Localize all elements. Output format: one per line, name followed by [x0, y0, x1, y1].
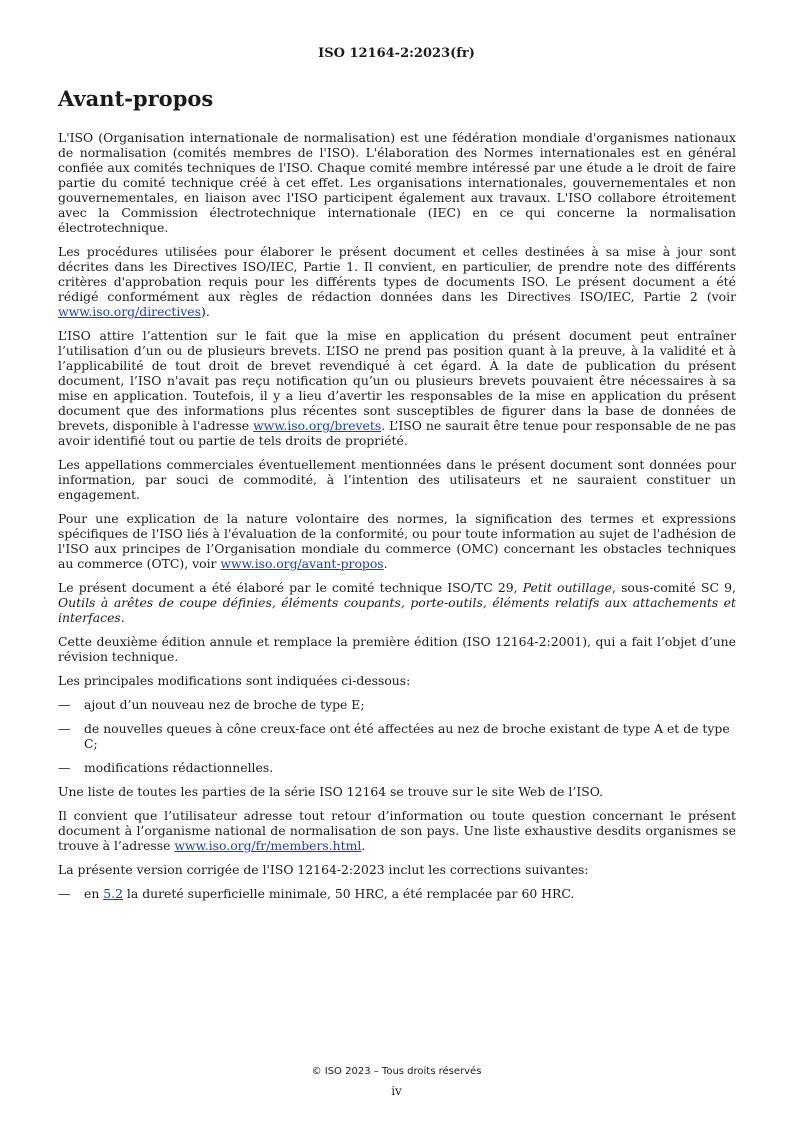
paragraph-feedback-end: . [361, 838, 366, 853]
list-dash: — [58, 886, 71, 901]
paragraph-feedback-text: Il convient que l’utilisateur adresse tout retour d’information ou toute question concernant le présent document à l’organisme national de normalisation de son pays. Une liste exhaustive desdits organismes se trouve à l’adresse [58, 808, 736, 853]
list-dash: — [58, 721, 71, 736]
paragraph-feedback [58, 808, 736, 853]
paragraph-committee-end: . [120, 610, 125, 625]
paragraph-trade-names: Les appellations commerciales éventuellement mentionnées dans le présent document sont données pour information, par souci de commodité, à l’intention des utilisateurs et ne sauraient constituer un engagement. [58, 457, 736, 502]
paragraph-procedures-end: ). [201, 304, 210, 319]
list-item-text: ajout d’un nouveau nez de broche de type E; [84, 697, 365, 712]
paragraph-iso-intro: L'ISO (Organisation internationale de normalisation) est une fédération mondiale d'organismes nationaux de normalisation (comités membres de l'ISO). L'élaboration des Normes internationales est en général confiée aux comités techniques de l'ISO. Chaque comité membre intéressé par une étude a le droit de faire partie du comité technique créé à cet effet. Les organisations internationales, gouvernementales et non gouvernementales, en liaison avec l'ISO participent également aux travaux. L'ISO collabore étroitement avec la Commission électrotechnique internationale (IEC) en ce qui concerne la normalisation électrotechnique. [58, 130, 736, 235]
members-link[interactable]: www.iso.org/fr/members.html [174, 838, 362, 853]
list-item [58, 721, 736, 751]
correction-text-end: la dureté superficielle minimale, 50 HRC, a été remplacée par 60 HRC. [122, 886, 575, 901]
paragraph-series: Une liste de toutes les parties de la série ISO 12164 se trouve sur le site Web de l’ISO. [58, 784, 604, 799]
paragraph-voluntary-nature [58, 511, 736, 571]
paragraph-committee [58, 580, 736, 625]
list-item [58, 886, 736, 901]
list-dash: — [58, 697, 71, 712]
committee-sc-name: Outils à arêtes de coupe définies, éléments coupants, porte-outils, éléments relatifs aux attachements et interfaces [58, 595, 736, 625]
list-dash: — [58, 760, 71, 775]
list-item [58, 760, 736, 775]
paragraph-committee-mid: , sous-comité SC 9, [611, 580, 736, 595]
page-number: iv [391, 1084, 402, 1098]
list-item-text: modifications rédactionnelles. [84, 760, 274, 775]
paragraph-patents-end: . L’ISO ne saurait être tenue pour responsable de ne pas avoir identifié tout ou partie de tels droits de propriété. [58, 418, 736, 448]
paragraph-committee-text: Le présent document a été élaboré par le comité technique ISO/TC 29, [58, 580, 523, 595]
list-item-text: de nouvelles queues à cône creux-face ont été affectées au nez de broche existant de type A et de type C; [84, 721, 730, 751]
committee-tc-name: Petit outillage [522, 580, 612, 595]
paragraph-procedures [58, 244, 736, 319]
paragraph-procedures-text: Les procédures utilisées pour élaborer le présent document et celles destinées à sa mise à jour sont décrites dans les Directives ISO/IEC, Partie 1. Il convient, en particulier, de prendre note des différents critères d'approbation requis pour les différents types de documents ISO. Le présent document a été rédigé conformément aux règles de rédaction données dans les Directives ISO/IEC, Partie 2 (voir [58, 244, 736, 304]
paragraph-edition: Cette deuxième édition annule et remplace la première édition (ISO 12164-2:2001), qui a fait l’objet d’une révision technique. [58, 634, 736, 664]
foreword-body [58, 130, 736, 910]
copyright-footer: © ISO 2023 – Tous droits réservés [311, 1066, 482, 1077]
paragraph-corrected-version: La présente version corrigée de l'ISO 12164-2:2023 inclut les corrections suivantes: [58, 862, 589, 877]
paragraph-patents-text: L’ISO attire l’attention sur le fait que la mise en application du présent document peut entraîner l’utilisation d’un ou de plusieurs brevets. L’ISO ne prend pas position quant à la preuve, à la validité et à l’applicabilité de tout droit de brevet revendiqué à cet égard. À la date de publication du présent document, l’ISO n'avait pas reçu notification qu’un ou plusieurs brevets pouvaient être nécessaires à sa mise en application. Toutefois, il y a lieu d’avertir les responsables de la mise en application du présent document que des informations plus récentes sont susceptibles de figurer dans la base de données de brevets, disponible à l'adresse [58, 328, 736, 433]
clause-5-2-link[interactable]: 5.2 [103, 886, 123, 901]
paragraph-patents [58, 328, 736, 448]
foreword-link[interactable]: www.iso.org/avant-propos [220, 556, 384, 571]
section-title: Avant-propos [58, 86, 214, 111]
list-item [58, 697, 736, 712]
patents-link[interactable]: www.iso.org/brevets [253, 418, 382, 433]
directives-link[interactable]: www.iso.org/directives [58, 304, 201, 319]
list-item-text [84, 886, 736, 901]
paragraph-voluntary-end: . [383, 556, 388, 571]
paragraph-voluntary-text: Pour une explication de la nature volontaire des normes, la signification des termes et expressions spécifiques de l'ISO liés à l'évaluation de la conformité, ou pour toute information au sujet de l'adhésion de l'ISO aux principes de l’Organisation mondiale du commerce (OMC) concernant les obstacles techniques au commerce (OTC), voir [58, 511, 736, 571]
document-id-header: ISO 12164-2:2023(fr) [318, 46, 475, 61]
correction-text-start: en [84, 886, 104, 901]
paragraph-changes-intro: Les principales modifications sont indiquées ci-dessous: [58, 673, 411, 688]
